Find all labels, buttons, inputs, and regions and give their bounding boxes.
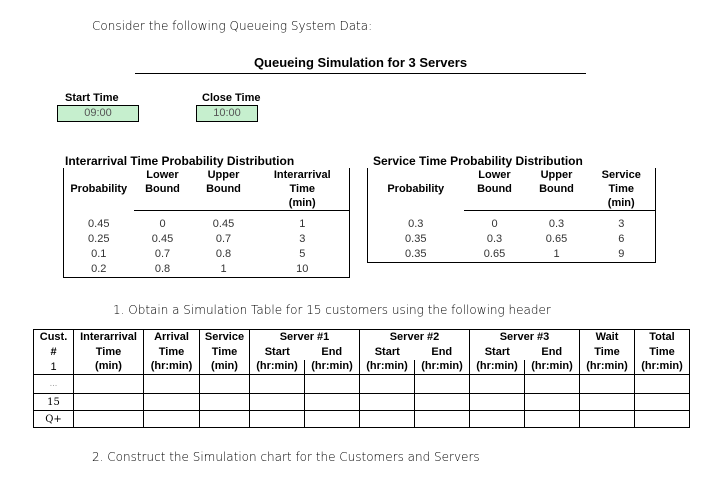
cell: 0.2 <box>64 262 134 278</box>
header-time: Time <box>144 345 200 360</box>
cell: 0.45 <box>212 217 235 230</box>
table-row <box>64 232 350 247</box>
table-row <box>34 411 690 428</box>
header-wait: Wait <box>580 330 635 345</box>
header-unit: (hr:min) <box>360 360 415 375</box>
header-unit: (hr:min) <box>635 360 690 375</box>
table-row <box>64 262 350 278</box>
cell: 1 <box>192 262 256 278</box>
close-time-field: 10:00 <box>196 105 258 122</box>
cell: 0.3 <box>486 232 503 245</box>
col-header-lower: Lower <box>146 169 179 181</box>
col-header-upper: Bound <box>206 183 241 195</box>
cell: 3 <box>588 217 656 232</box>
cell: 0.35 <box>368 232 464 247</box>
header-arrival: Arrival <box>144 330 200 345</box>
cell: 3 <box>256 232 350 247</box>
header-unit: (hr:min) <box>250 360 305 375</box>
table-row <box>64 217 350 232</box>
cell: 0.8 <box>215 247 232 260</box>
intro-text: Consider the following Queueing System Data: <box>92 19 373 33</box>
header-unit: (hr:min) <box>305 360 360 375</box>
header-total: Total <box>635 330 690 345</box>
cell: 0.65 <box>545 232 568 245</box>
header-unit: (hr:min) <box>415 360 470 375</box>
header-cust-num: # <box>34 345 74 360</box>
cell: 9 <box>588 247 656 263</box>
header-unit: (hr:min) <box>144 360 200 375</box>
header-time: Time <box>74 345 144 360</box>
row-q-plus: Q+ <box>34 411 74 428</box>
cell: 0.45 <box>151 232 174 245</box>
interarrival-dist-table <box>63 168 350 278</box>
table-row <box>34 375 690 394</box>
header-server3-end: End <box>525 345 580 360</box>
question-2: 2. Construct the Simulation chart for the Customers and Servers <box>92 450 480 464</box>
header-server1-end: End <box>305 345 360 360</box>
header-time: Time <box>635 345 690 360</box>
cell: 0.3 <box>548 217 565 230</box>
header-server2-end: End <box>415 345 470 360</box>
header-server3-start: Start <box>470 345 525 360</box>
cell: 6 <box>588 232 656 247</box>
table-row <box>64 247 350 262</box>
cell: 0.45 <box>64 217 134 232</box>
row-1-num: 1 <box>34 360 74 375</box>
col-header-lower: Bound <box>145 183 180 195</box>
col-header-time: Service <box>588 168 656 182</box>
start-time-label: Start Time <box>65 92 119 104</box>
table-row <box>34 394 690 411</box>
col-header-time: Time <box>588 182 656 196</box>
page-title: Queueing Simulation for 3 Servers <box>253 55 468 70</box>
question-1: 1. Obtain a Simulation Table for 15 customers using the following header <box>113 303 551 317</box>
col-header-time: Interarrival <box>256 168 350 182</box>
col-header-upper: Upper <box>207 169 240 181</box>
col-header-upper: Upper <box>540 169 573 181</box>
col-header-probability: Probability <box>368 168 464 211</box>
cell: 0.7 <box>215 232 232 245</box>
cell: 0.65 <box>464 247 526 263</box>
interarrival-dist-title: Interarrival Time Probability Distribution <box>65 154 295 168</box>
table-row <box>368 247 656 263</box>
close-time-label: Close Time <box>202 92 261 104</box>
cell: 0.35 <box>368 247 464 263</box>
header-server1-start: Start <box>250 345 305 360</box>
header-server-2: Server #2 <box>360 330 470 345</box>
cell: 1 <box>526 247 588 263</box>
cell: 0.25 <box>64 232 134 247</box>
col-header-time-unit: (min) <box>588 196 656 211</box>
header-server2-start: Start <box>360 345 415 360</box>
cell: 0.1 <box>64 247 134 262</box>
col-header-time-unit: (min) <box>256 196 350 211</box>
col-header-probability: Probability <box>64 168 134 211</box>
cell: 0 <box>491 217 498 230</box>
cell: 0.7 <box>154 247 171 260</box>
header-unit: (hr:min) <box>470 360 525 375</box>
col-header-upper: Bound <box>539 183 574 195</box>
header-unit: (hr:min) <box>580 360 635 375</box>
header-time: Time <box>200 345 250 360</box>
header-server-1: Server #1 <box>250 330 360 345</box>
service-dist-title: Service Time Probability Distribution <box>373 154 583 168</box>
service-dist-table <box>367 168 656 263</box>
header-unit: (min) <box>200 360 250 375</box>
cell: 0.8 <box>134 262 192 278</box>
col-header-time: Time <box>256 182 350 196</box>
table-row <box>368 217 656 232</box>
header-unit: (min) <box>74 360 144 375</box>
cell: 0.3 <box>368 217 464 232</box>
cell: 10 <box>256 262 350 278</box>
cell: 5 <box>256 247 350 262</box>
header-server-3: Server #3 <box>470 330 580 345</box>
start-time-field: 09:00 <box>57 105 139 122</box>
col-header-lower: Bound <box>477 183 512 195</box>
header-interarrival: Interarrival <box>74 330 144 345</box>
simulation-table <box>33 329 690 428</box>
header-service: Service <box>200 330 250 345</box>
row-15-num: 15 <box>34 394 74 411</box>
header-time: Time <box>580 345 635 360</box>
header-unit: (hr:min) <box>525 360 580 375</box>
cell: 0 <box>159 217 166 230</box>
header-cust: Cust. <box>34 330 74 345</box>
table-row <box>368 232 656 247</box>
row-ellipsis: ... <box>34 375 74 394</box>
title-underline <box>135 73 586 74</box>
cell: 1 <box>256 217 350 232</box>
col-header-lower: Lower <box>478 169 511 181</box>
